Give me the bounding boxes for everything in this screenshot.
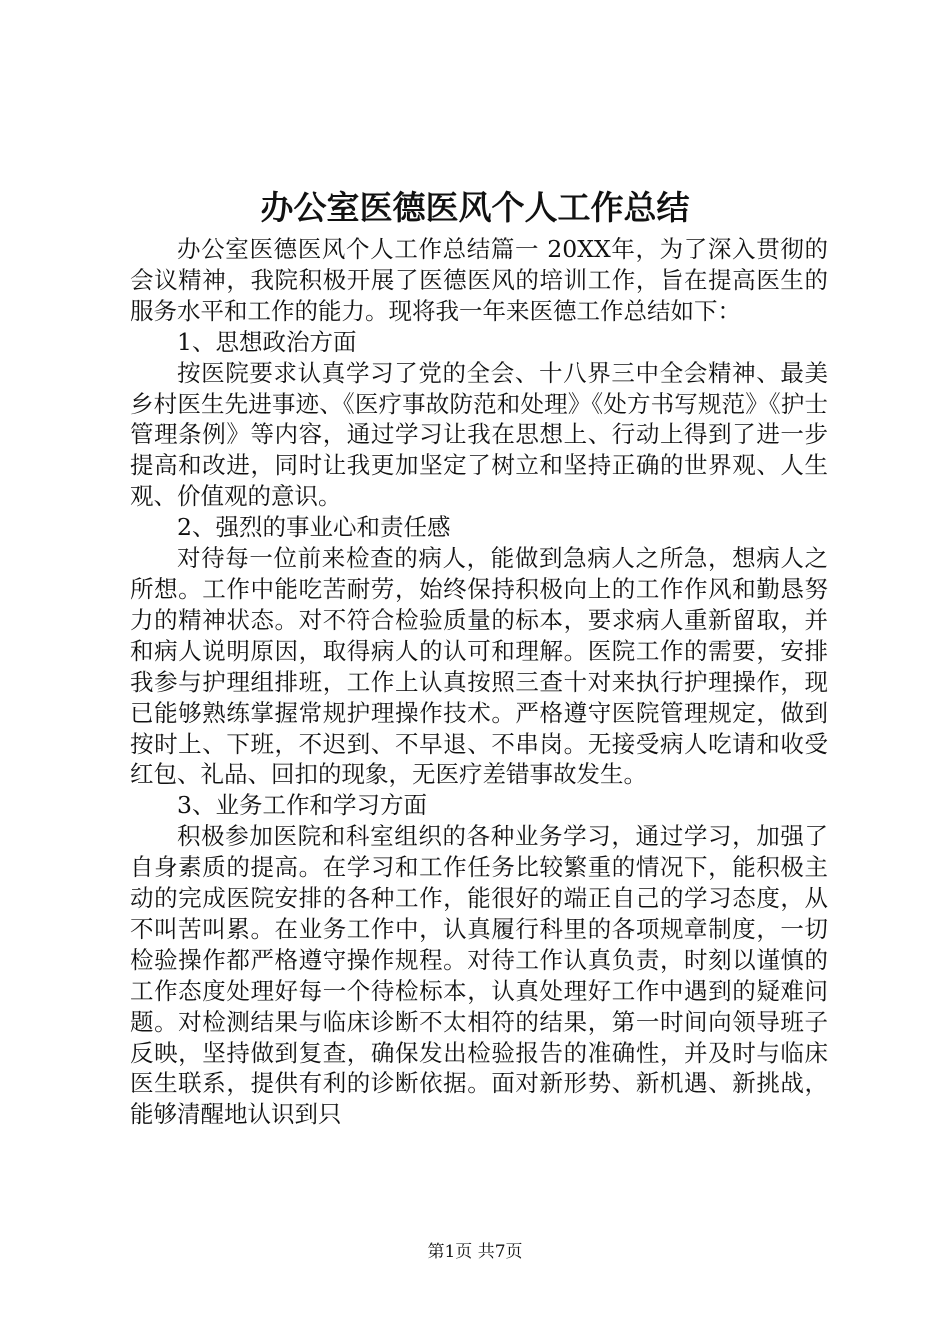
page-number-footer: 第1页 共7页 (427, 1242, 523, 1262)
section-heading: 1、思想政治方面 (177, 327, 357, 356)
document-body (130, 234, 828, 1130)
body-paragraph: 对待每一位前来检查的病人，能做到急病人之所急，想病人之所想。工作中能吃苦耐劳，始终保持积极向上的工作作风和勤恳努力的精神状态。对不符合检验质量的标本，要求病人重新留取，并和病人说明原因，取得病人的认可和理解。医院工作的需要，安排我参与护理组排班，工作上认真按照三查十对来执行护理操作，现已能够熟练掌握常规护理操作技术。严格遵守医院管理规定，做到按时上、下班，不迟到、不早退、不串岗。无接受病人吃请和收受红包、礼品、回扣的现象，无医疗差错事故发生。 (130, 544, 828, 789)
section-heading: 3、业务工作和学习方面 (177, 791, 427, 820)
body-paragraph: 积极参加医院和科室组织的各种业务学习，通过学习，加强了自身素质的提高。在学习和工作任务比较繁重的情况下，能积极主动的完成医院安排的各种工作，能很好的端正自己的学习态度，从不叫苦叫累。在业务工作中，认真履行科里的各项规章制度，一切检验操作都严格遵守操作规程。对待工作认真负责，时刻以谨慎的工作态度处理好每一个待检标本，认真处理好工作中遇到的疑难问题。对检测结果与临床诊断不太相符的结果，第一时间向领导班子反映，坚持做到复查，确保发出检验报告的准确性，并及时与临床医生联系，提供有利的诊断依据。面对新形势、新机遇、新挑战，能够清醒地认识到只 (130, 822, 828, 1129)
document-title: 办公室医德医风个人工作总结 (260, 188, 690, 227)
body-paragraph: 按医院要求认真学习了党的全会、十八界三中全会精神、最美乡村医生先进事迹、《医疗事故防范和处理》《处方书写规范》《护士管理条例》等内容，通过学习让我在思想上、行动上得到了进一步提高和改进，同时让我更加坚定了树立和坚持正确的世界观、人生观、价值观的意识。 (130, 358, 828, 511)
body-paragraph: 办公室医德医风个人工作总结篇一 20XX年，为了深入贯彻的会议精神，我院积极开展了医德医风的培训工作，旨在提高医生的服务水平和工作的能力。现将我一年来医德工作总结如下： (130, 235, 828, 325)
section-heading: 2、强烈的事业心和责任感 (177, 513, 451, 542)
